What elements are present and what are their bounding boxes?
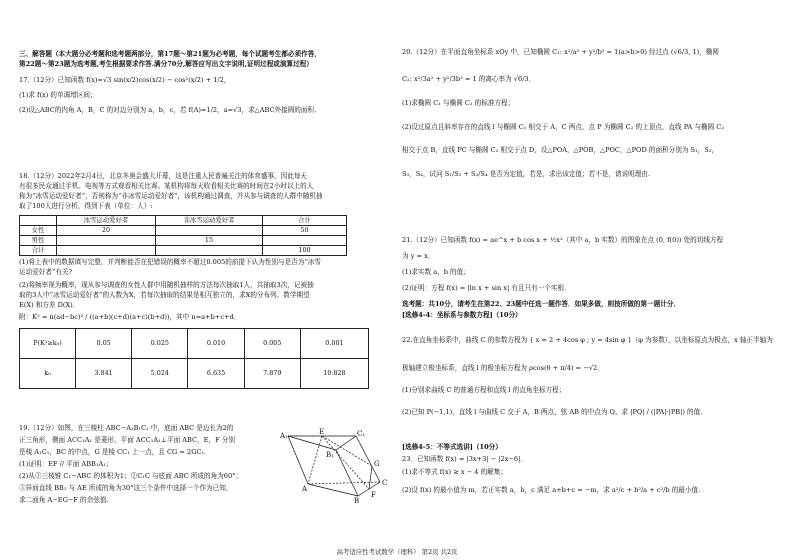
edge-aa1 <box>288 436 308 484</box>
line-ef <box>322 436 369 489</box>
label-c: C <box>382 479 388 487</box>
edge-ab <box>308 484 358 496</box>
edge-a1b1 <box>288 436 336 450</box>
table-header-cell: 非冰雪运动爱好者 <box>156 216 263 226</box>
q19-line1: 19.（12分）如图，在三棱柱 ABC−A₁B₁C₁ 中，底面 ABC 是边长为2的 <box>19 424 234 432</box>
table-cell: 女性 <box>20 226 57 236</box>
q21-line1: 21.（12分）已知函数 f(x) = ae^x + b cos x + ½x²（其中 a，b 实数）的图象在点 (0, f(0)) 处的切线方程 <box>402 236 724 244</box>
q20-part1: (1)求椭圆 C₁ 与椭圆 C₂ 的标准方程； <box>402 99 515 107</box>
q18-line3: 称为“冰雪运动爱好者”，否则称为“非冰雪运动爱好者”，该机构通过调查，并从参与调查的人群中随机抽 <box>19 192 323 200</box>
elective-4-5-heading: [选修4-5：不等式选讲]（10分） <box>402 443 502 451</box>
k-table-cell: 0.005 <box>244 329 300 359</box>
table-cell: 100 <box>263 246 347 256</box>
chi-square-formula: 附：K² = n(ad−bc)² / ((a+b)(c+d)(a+c)(b+d))，其中 n=a+b+c+d． <box>19 313 241 321</box>
label-b1: B₁ <box>326 451 334 459</box>
q21-part1: (1)求实数 a，b 的值； <box>402 268 470 276</box>
k-table-cell: 6.635 <box>188 359 244 389</box>
table-header-cell: 合计 <box>263 216 347 226</box>
q18-part1b: 运动爱好者”有关? <box>19 268 73 276</box>
q22-part1: (1)分别求曲线 C 的普通方程和直线 l 的直角坐标方程； <box>402 386 566 394</box>
edge-ac <box>308 482 380 484</box>
line-ae <box>308 436 322 484</box>
q18-part2b: 取的3人中“冰雪运动爱好者”的人数为X，若每次抽取的结果是相互独立的，求X的分布列、数学期望 <box>19 291 310 299</box>
q18-line4: 取了100人进行分析，得到下表（单位：人）: <box>19 202 153 210</box>
k-table-cell: 5.024 <box>132 359 188 389</box>
q23-part2: (2)设 f(x) 的最小值为 m，若正实数 a，b，c 满足 a+b+c = −m，求 a²/c + b²/a + c²/b 的最小值. <box>402 486 701 494</box>
edge-cc1 <box>356 436 380 482</box>
table-cell: 50 <box>263 226 347 236</box>
q19-part2c: 求二面角 A−EG−F 的余弦值. <box>19 496 109 504</box>
q19-part2b: ③异面直线 BB₁ 与 AE 所成的角为30°这三个条件中选择一个作为已知， <box>19 484 233 492</box>
prism-figure <box>280 428 390 504</box>
q19-part1: (1)证明：EF // 平面 ABB₁A₁； <box>19 460 113 468</box>
table-cell <box>156 226 263 236</box>
contingency-table <box>19 215 347 256</box>
q21-part2: (2)证明：方程 f(x) = |ln x + sin x| 有且只有一个实根. <box>402 284 567 292</box>
elective-instructions: 选考题：共10分，请考生在第22、23题中任选一题作答．如果多做，则按所做的第一题计分． <box>402 300 681 308</box>
table-cell: 合计 <box>20 246 57 256</box>
line-gf <box>369 466 372 489</box>
k-table-cell: 0.010 <box>188 329 244 359</box>
q23-part1: (1)求不等式 f(x) ≥ x − 4 的解集； <box>402 468 507 476</box>
q18-part2c: E(X) 和方差 D(X)． <box>19 301 80 309</box>
k-table-cell: 10.828 <box>300 359 368 389</box>
q22-line2: 极轴建立极坐标系，直线 l 的极坐标方程为 ρcos(θ + π/4) = −√2． <box>402 364 604 372</box>
label-g: G <box>374 460 380 468</box>
q18-line1: 18.（12分）2022年2月4日，北京冬奥会盛大开幕，这是注重人民普遍关注的体育盛事，因此每天 <box>19 172 308 180</box>
label-f: F <box>371 491 376 499</box>
table-cell <box>263 236 347 246</box>
q18-part2: (2)将频率视为概率，现从参与调查的女性人群中用随机抽样的方法每次抽取1人，共抽取3次，记被抽 <box>19 281 314 289</box>
label-a1: A₁ <box>280 432 288 440</box>
q17-line3: (2)设△ABC的内角 A，B，C 的对边分别为 a，b，c，若 f(A)=1/2，a=√3，求△ABC外接圆的面积. <box>19 106 317 114</box>
table-cell <box>57 236 156 246</box>
section3-heading-2: 第22题～第23题为选考题,考生根据要求作答.满分70分,解答应写出文字说明,证明过程或演算过程） <box>19 60 313 68</box>
q19-line2: 正三角形，侧面 ACC₁A₁ 是菱形，平面 ACC₁A₁⊥平面 ABC，E，F 分别 <box>19 436 235 444</box>
q21-line2: 为 y = x． <box>402 252 435 260</box>
q18-line2: 有很多民众通过手机、电视等方式观看相关比赛。某机构将每天收看相关比赛的时间在2小时以上的人 <box>19 182 314 190</box>
label-b: B <box>354 497 360 504</box>
label-a: A <box>302 485 308 493</box>
k-table-label: P(K²≥k₀) <box>20 329 76 359</box>
q23-line1: 23．已知函数 f(x) = |3x+3| − |2x−6|． <box>402 455 527 463</box>
q20-part2b: 相交于点 B，直线 PC 与椭圆 C₂ 相交于点 D，设△POA，△POB，△POC，△POD 的面积分别为 S₁，S₂， <box>402 146 719 154</box>
table-cell: 男性 <box>20 236 57 246</box>
table-cell: 20 <box>57 226 156 236</box>
label-e: E <box>319 428 325 436</box>
table-header-cell: 冰雪运动爱好者 <box>57 216 156 226</box>
table-cell <box>156 246 263 256</box>
k-table-cell: 0.05 <box>76 329 132 359</box>
q20-part2c: S₃，S₄，试问 S₁/S₂ + S₃/S₄ 是否为定值，若是，求出该定值；若不是，请说明理由. <box>402 170 651 178</box>
q19-part2: (2)从①三棱锥 C₁−ABC 的体积为1；②C₁C 与底面 ABC 所成的角为60°； <box>19 472 243 480</box>
k-table-cell: 3.841 <box>76 359 132 389</box>
q22-line1: 22.在直角坐标系中，曲线 C 的参数方程为 { x = 2 + 4cos φ ; y = 4sin φ }（φ 为参数），以坐标原点为极点，x 轴正半轴为 <box>402 336 773 344</box>
critical-value-table <box>19 328 369 389</box>
q18-part1: (1)将上表中的数据填写完整，并判断能否在犯错误的概率不超过0.005的前提下认为性别与是否为“冰雪 <box>19 258 321 266</box>
q17-line1: 17.（12分）已知函数 f(x)=√3 sin(x/2)cos(x/2) − cos²(x/2) + 1/2， <box>19 76 231 84</box>
q20-part2: (2)设过原点且斜率存在的直线 l 与椭圆 C₁ 相交于 A，C 两点，点 P 为椭圆 C₂ 的上顶点，直线 PA 与椭圆 C₂ <box>402 123 724 131</box>
page-footer: 高考适应性考试数学（理科） 第2页 共2页 <box>336 548 458 556</box>
edge-b1c1 <box>336 436 356 450</box>
table-cell: 15 <box>156 236 263 246</box>
k-table-cell: 0.025 <box>132 329 188 359</box>
table-cell <box>57 246 156 256</box>
q20-line2: C₂: x²/3a² + y²/3b² = 1 的离心率为 √6/3． <box>402 75 536 83</box>
k-table-label: k₀ <box>20 359 76 389</box>
section3-heading: 三、解答题（本大题分必考题和选考题两部分，第17题～第21题为必考题，每个试题考生都必须作答， <box>19 50 321 58</box>
q17-line2: (1)求 f(x) 的单调增区间； <box>19 91 97 99</box>
elective-4-4-heading: [选修4-4：坐标系与参数方程]（10分） <box>402 311 522 319</box>
table-header-cell <box>20 216 57 226</box>
q22-part2: (2)已知 P(−1,1)，直线 l 与曲线 C 交于 A，B 两点，弦 AB 的中点为 Q，求 |PQ| / (|PA|·|PB|) 的值. <box>402 408 703 416</box>
k-table-cell: 7.879 <box>244 359 300 389</box>
q19-line3: 是棱 A₁C₁，BC 的中点，G 是棱 CC₁ 上一点，且 CG = 2GC₁． <box>19 448 211 456</box>
label-c1: C₁ <box>357 430 366 438</box>
q20-line1: 20.（12分）在平面直角坐标系 xOy 中，已知椭圆 C₁: x²/a² + y²/b² = 1(a>b>0) 经过点 (√6/3, 1)，椭圆 <box>402 48 719 56</box>
k-table-cell: 0.001 <box>300 329 368 359</box>
